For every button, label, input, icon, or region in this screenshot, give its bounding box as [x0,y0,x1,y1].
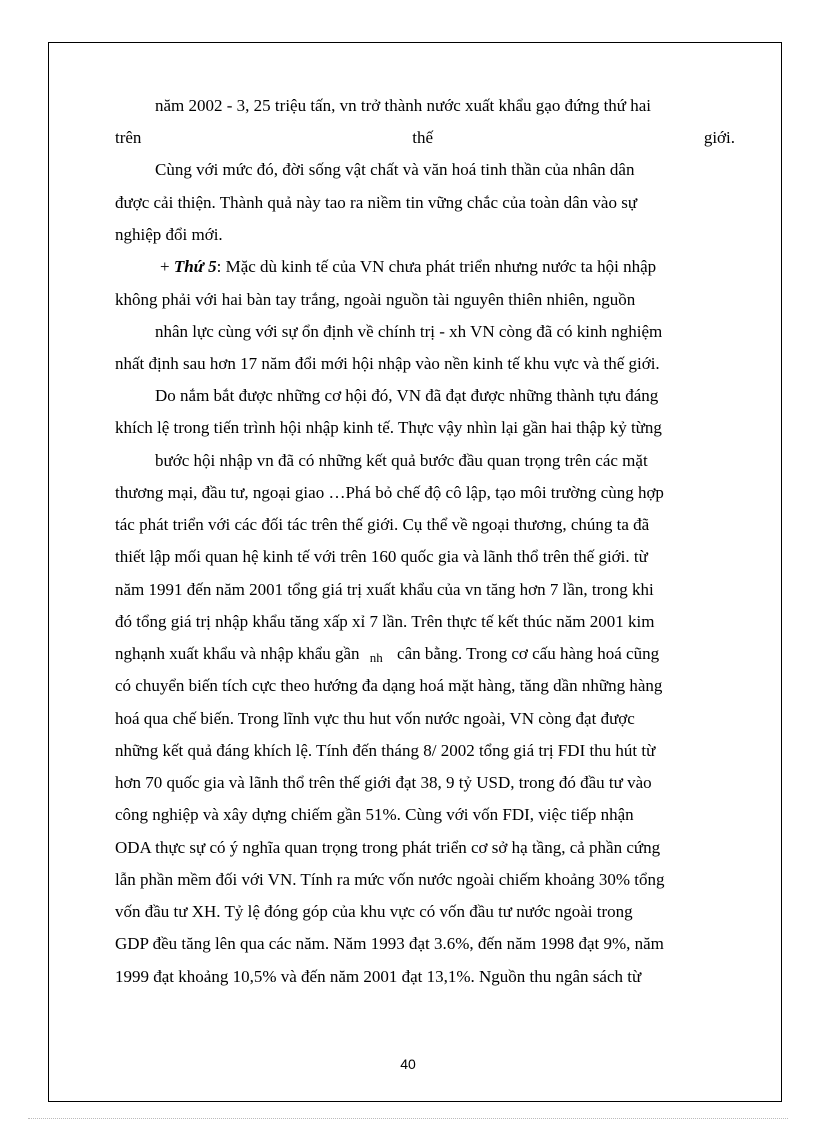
page-number: 40 [400,1056,416,1072]
text-line: ODA thực sự có ý nghĩa quan trọng trong phát triển cơ sở hạ tầng, cả phần cứng [115,838,661,857]
gap-line-inset: nh [369,650,383,665]
text-line: Cùng với mức đó, đời sống vật chất và văn hoá tinh thần của nhân dân [155,160,635,179]
text-line: công nghiệp và xây dựng chiếm gần 51%. Cùng với vốn FDI, việc tiếp nhận [115,805,634,824]
text-line: GDP đều tăng lên qua các năm. Năm 1993 đạt 3.6%, đến năm 1998 đạt 9%, năm [115,934,664,953]
text-line: nhân lực cùng với sự ổn định về chính trị - xh VN còng đã có kinh nghiệm [155,322,663,341]
text-line: những kết quả đáng khích lệ. Tính đến tháng 8/ 2002 tổng giá trị FDI thu hút từ [115,741,656,760]
bullet-text: : Mặc dù kinh tế của VN chưa phát triển nhưng nước ta hội nhập [216,257,657,276]
text-line: thương mại, đầu tư, ngoại giao …Phá bỏ chế độ cô lập, tạo môi trường cùng hợp [115,483,664,502]
text-line: Do nắm bắt được những cơ hội đó, VN đã đạt được những thành tựu đáng [155,386,659,405]
text-line: bước hội nhập vn đã có những kết quả bước đầu quan trọng trên các mặt [155,451,648,470]
text-line: 1999 đạt khoảng 10,5% và đến năm 2001 đạt 13,1%. Nguồn thu ngân sách từ [115,967,642,986]
text-line-spread [115,128,735,148]
text-line-gap [115,644,659,665]
text-line: được cải thiện. Thành quả này tao ra niềm tin vững chắc của toàn dân vào sự [115,193,638,212]
word: thế [412,128,434,147]
word: trên [115,128,142,147]
text-line: khích lệ trong tiến trình hội nhập kinh tế. Thực vậy nhìn lại gần hai thập kỷ từng [115,418,662,437]
text-line-bullet [160,257,656,277]
text-line: nhất định sau hơn 17 năm đổi mới hội nhập vào nền kinh tế khu vực và thế giới. [115,354,660,373]
bullet-label: Thứ 5 [173,257,217,276]
footer-dotted-rule [28,1118,788,1119]
text-line: năm 2002 - 3, 25 triệu tấn, vn trở thành nước xuất khẩu gạo đứng thứ hai [155,96,652,115]
text-line: lẫn phần mềm đối với VN. Tính ra mức vốn nước ngoài chiếm khoảng 30% tổng [115,870,665,889]
text-line: tác phát triển với các đối tác trên thế giới. Cụ thể về ngoại thương, chúng ta đã [115,515,650,534]
gap-line-before: nghạnh xuất khẩu và nhập khẩu gần [115,644,360,663]
text-line: thiết lập mối quan hệ kinh tế với trên 160 quốc gia và lãnh thổ trên thế giới. từ [115,547,648,566]
text-line: có chuyển biến tích cực theo hướng đa dạng hoá mặt hàng, tăng dần những hàng [115,676,663,695]
gap-line-after: cân bằng. Trong cơ cấu hàng hoá cũng [397,644,660,663]
word: giới. [703,128,735,147]
text-line: năm 1991 đến năm 2001 tổng giá trị xuất khẩu của vn tăng hơn 7 lần, trong khi [115,580,654,599]
bullet-prefix: + [160,257,174,276]
text-line: vốn đầu tư XH. Tỷ lệ đóng góp của khu vực có vốn đầu tư nước ngoài trong [115,902,633,921]
text-line: hoá qua chế biến. Trong lĩnh vực thu hut vốn nước ngoài, VN còng đạt được [115,709,635,728]
text-line: không phải với hai bàn tay trắng, ngoài nguồn tài nguyên thiên nhiên, nguồn [115,290,636,309]
text-line: nghiệp đổi mới. [115,225,223,244]
text-line: đó tổng giá trị nhập khẩu tăng xấp xỉ 7 lần. Trên thực tế kết thúc năm 2001 kim [115,612,655,631]
text-line: hơn 70 quốc gia và lãnh thổ trên thế giới đạt 38, 9 tỷ USD, trong đó đầu tư vào [115,773,652,792]
